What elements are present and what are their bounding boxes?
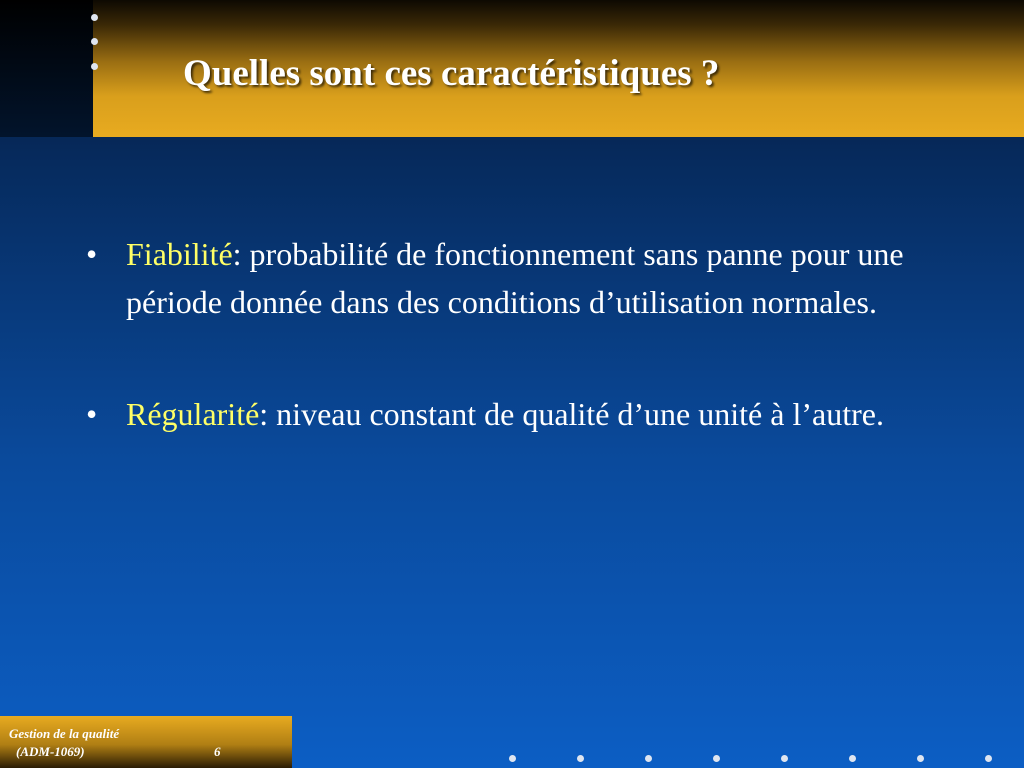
- page-number: 6: [214, 744, 221, 759]
- bullet-item-fiabilite: [86, 230, 946, 326]
- bullet-marker: •: [86, 396, 98, 432]
- left-corner-panel: [0, 0, 93, 137]
- decorative-dot: [91, 63, 98, 70]
- decorative-dot: [713, 755, 720, 762]
- bullet-term: Régularité: [126, 396, 260, 432]
- decorative-dot: [91, 14, 98, 21]
- bullet-list: [86, 230, 946, 502]
- footer-course-code: (ADM-1069): [16, 744, 85, 759]
- decorative-dot: [91, 38, 98, 45]
- decorative-dot: [577, 755, 584, 762]
- bullet-marker: •: [86, 236, 98, 272]
- decorative-dot: [645, 755, 652, 762]
- decorative-dot: [917, 755, 924, 762]
- decorative-dot: [849, 755, 856, 762]
- footer-label: [9, 725, 119, 761]
- decorative-dot: [985, 755, 992, 762]
- footer-course-name: Gestion de la qualité: [9, 726, 120, 741]
- bullet-text: : probabilité de fonctionnement sans panne pour une période donnée dans des conditions d’utilisation normales.: [126, 236, 904, 320]
- decorative-dot: [509, 755, 516, 762]
- decorative-dot: [781, 755, 788, 762]
- bullet-text: : niveau constant de qualité d’une unité à l’autre.: [259, 396, 884, 432]
- bullet-term: Fiabilité: [126, 236, 233, 272]
- slide-title: Quelles sont ces caractéristiques ?: [183, 53, 720, 94]
- bullet-item-regularite: [86, 390, 946, 438]
